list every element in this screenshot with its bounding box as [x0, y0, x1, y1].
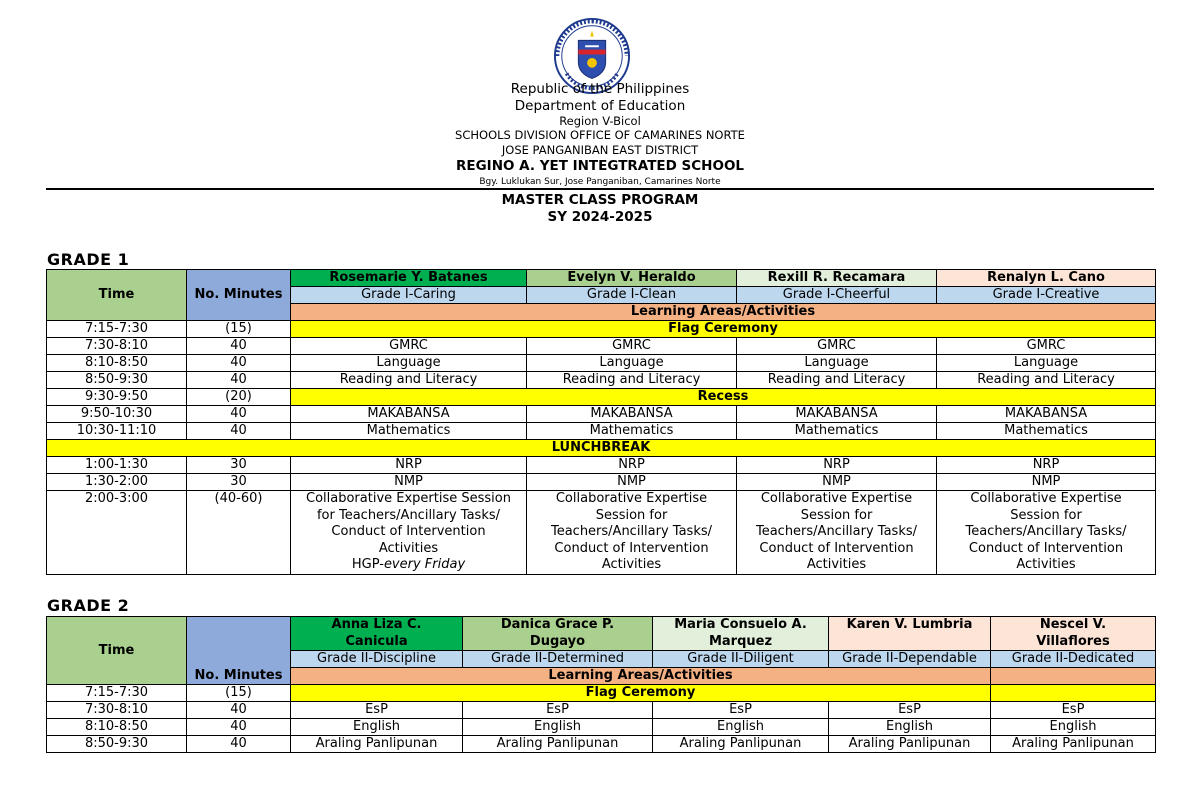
subject-cell: EsP: [291, 702, 463, 719]
table-row: [47, 423, 1156, 440]
table-row: [47, 440, 1156, 457]
time-cell: 9:50-10:30: [47, 406, 187, 423]
subject-cell: MAKABANSA: [527, 406, 737, 423]
subject-cell: MAKABANSA: [937, 406, 1156, 423]
flag-ceremony-cell: Flag Ceremony: [291, 321, 1156, 338]
school-year: SY 2024-2025: [547, 209, 653, 225]
table-row: [47, 338, 1156, 355]
teacher-name: Nescel V. Villaflores: [991, 617, 1156, 651]
subject-cell: EsP: [653, 702, 829, 719]
table-row: [47, 372, 1156, 389]
learning-areas-extra: [991, 668, 1156, 685]
department-line: Department of Education: [514, 98, 686, 114]
subject-cell: NRP: [737, 457, 937, 474]
table-row: [47, 491, 1156, 575]
subject-cell: Araling Panlipunan: [291, 736, 463, 753]
section-name: Grade I-Cheerful: [737, 287, 937, 304]
subject-cell: GMRC: [937, 338, 1156, 355]
subject-cell: English: [463, 719, 653, 736]
table-row: [47, 406, 1156, 423]
time-header: Time: [47, 617, 187, 685]
minutes-cell: 40: [187, 702, 291, 719]
minutes-cell: (20): [187, 389, 291, 406]
subject-cell: Language: [291, 355, 527, 372]
section-name: Grade II-Dependable: [829, 651, 991, 668]
subject-cell: GMRC: [527, 338, 737, 355]
subject-cell: Araling Panlipunan: [463, 736, 653, 753]
subject-cell: GMRC: [737, 338, 937, 355]
subject-cell: Language: [737, 355, 937, 372]
republic-line: Republic of the Philippines: [510, 81, 690, 97]
section-name: Grade II-Dedicated: [991, 651, 1156, 668]
subject-cell: NMP: [937, 474, 1156, 491]
subject-cell: EsP: [991, 702, 1156, 719]
subject-cell: Araling Panlipunan: [829, 736, 991, 753]
time-cell: 8:50-9:30: [47, 736, 187, 753]
subject-cell: Mathematics: [737, 423, 937, 440]
table-row: [47, 457, 1156, 474]
subject-cell: EsP: [829, 702, 991, 719]
table-row: [47, 474, 1156, 491]
subject-cell: GMRC: [291, 338, 527, 355]
minutes-cell: 40: [187, 372, 291, 389]
table-row: [47, 270, 1156, 287]
activity-cell: Collaborative Expertise Session for Teachers/Ancillary Tasks/ Conduct of Intervention Activities: [737, 491, 937, 575]
time-cell: 7:30-8:10: [47, 702, 187, 719]
region-line: Region V-Bicol: [559, 114, 641, 128]
teacher-name: Maria Consuelo A. Marquez: [653, 617, 829, 651]
subject-cell: MAKABANSA: [737, 406, 937, 423]
subject-cell: Araling Panlipunan: [991, 736, 1156, 753]
section-name: Grade I-Clean: [527, 287, 737, 304]
table-row: [47, 321, 1156, 338]
minutes-header: No. Minutes: [187, 617, 291, 685]
minutes-cell: (15): [187, 321, 291, 338]
recess-cell: Recess: [291, 389, 1156, 406]
subject-cell: Araling Panlipunan: [653, 736, 829, 753]
grade2-table: [46, 616, 1156, 753]
grade1-title: GRADE 1: [47, 250, 130, 269]
time-cell: 2:00-3:00: [47, 491, 187, 575]
teacher-name: Rosemarie Y. Batanes: [291, 270, 527, 287]
division-line: SCHOOLS DIVISION OFFICE OF CAMARINES NORTE: [455, 128, 745, 142]
time-cell: 10:30-11:10: [47, 423, 187, 440]
teacher-name: Rexill R. Recamara: [737, 270, 937, 287]
section-name: Grade II-Determined: [463, 651, 653, 668]
table-row: [47, 617, 1156, 651]
activity-cell: Collaborative Expertise Session for Teachers/Ancillary Tasks/ Conduct of Intervention Activities HGP-every Friday: [291, 491, 527, 575]
learning-areas-header: Learning Areas/Activities: [291, 304, 1156, 321]
minutes-cell: 40: [187, 423, 291, 440]
minutes-cell: 40: [187, 406, 291, 423]
subject-cell: Reading and Literacy: [937, 372, 1156, 389]
section-name: Grade I-Creative: [937, 287, 1156, 304]
subject-cell: Mathematics: [527, 423, 737, 440]
minutes-cell: 40: [187, 736, 291, 753]
time-cell: 7:30-8:10: [47, 338, 187, 355]
activity-cell: Collaborative Expertise Session for Teachers/Ancillary Tasks/ Conduct of Intervention Activities: [937, 491, 1156, 575]
minutes-cell: (40-60): [187, 491, 291, 575]
subject-cell: Language: [937, 355, 1156, 372]
subject-cell: NRP: [291, 457, 527, 474]
subject-cell: NRP: [527, 457, 737, 474]
teacher-name: Karen V. Lumbria: [829, 617, 991, 651]
time-cell: 9:30-9:50: [47, 389, 187, 406]
minutes-cell: 40: [187, 355, 291, 372]
time-cell: 1:30-2:00: [47, 474, 187, 491]
subject-cell: Reading and Literacy: [737, 372, 937, 389]
section-name: Grade II-Discipline: [291, 651, 463, 668]
subject-cell: English: [653, 719, 829, 736]
district-line: JOSE PANGANIBAN EAST DISTRICT: [501, 143, 699, 157]
subject-cell: NMP: [737, 474, 937, 491]
teacher-name: Danica Grace P. Dugayo: [463, 617, 653, 651]
school-address: Bgy. Luklukan Sur, Jose Panganiban, Camarines Norte: [479, 177, 721, 187]
subject-cell: NRP: [937, 457, 1156, 474]
subject-cell: English: [291, 719, 463, 736]
lunchbreak-cell: LUNCHBREAK: [47, 440, 1156, 457]
time-cell: 7:15-7:30: [47, 321, 187, 338]
table-row: [47, 702, 1156, 719]
subject-cell: MAKABANSA: [291, 406, 527, 423]
subject-cell: English: [991, 719, 1156, 736]
teacher-name: Anna Liza C. Canicula: [291, 617, 463, 651]
subject-cell: Language: [527, 355, 737, 372]
grade1-table: [46, 269, 1156, 575]
grade2-title: GRADE 2: [47, 596, 130, 615]
subject-cell: Reading and Literacy: [291, 372, 527, 389]
time-cell: 1:00-1:30: [47, 457, 187, 474]
table-row: [47, 389, 1156, 406]
learning-areas-header: Learning Areas/Activities: [291, 668, 991, 685]
subject-cell: Reading and Literacy: [527, 372, 737, 389]
table-row: [47, 685, 1156, 702]
time-cell: 8:50-9:30: [47, 372, 187, 389]
minutes-cell: 30: [187, 457, 291, 474]
minutes-header: No. Minutes: [187, 270, 291, 321]
teacher-name: Renalyn L. Cano: [937, 270, 1156, 287]
subject-cell: Mathematics: [291, 423, 527, 440]
time-cell: 7:15-7:30: [47, 685, 187, 702]
subject-cell: EsP: [463, 702, 653, 719]
section-name: Grade I-Caring: [291, 287, 527, 304]
time-header: Time: [47, 270, 187, 321]
minutes-cell: 30: [187, 474, 291, 491]
time-cell: 8:10-8:50: [47, 355, 187, 372]
subject-cell: Mathematics: [937, 423, 1156, 440]
subject-cell: NMP: [291, 474, 527, 491]
time-cell: 8:10-8:50: [47, 719, 187, 736]
minutes-cell: 40: [187, 338, 291, 355]
minutes-cell: (15): [187, 685, 291, 702]
minutes-cell: 40: [187, 719, 291, 736]
table-row: [47, 736, 1156, 753]
subject-cell: English: [829, 719, 991, 736]
table-row: [47, 355, 1156, 372]
activity-cell: Collaborative Expertise Session for Teachers/Ancillary Tasks/ Conduct of Intervention Activities: [527, 491, 737, 575]
table-row: [47, 719, 1156, 736]
teacher-name: Evelyn V. Heraldo: [527, 270, 737, 287]
flag-ceremony-cell: Flag Ceremony: [291, 685, 991, 702]
subject-cell: NMP: [527, 474, 737, 491]
program-title: MASTER CLASS PROGRAM: [501, 192, 699, 208]
section-name: Grade II-Diligent: [653, 651, 829, 668]
school-name: REGINO A. YET INTEGTRATED SCHOOL: [455, 158, 745, 174]
flag-ceremony-extra: [991, 685, 1156, 702]
header-rule: [46, 188, 1154, 190]
